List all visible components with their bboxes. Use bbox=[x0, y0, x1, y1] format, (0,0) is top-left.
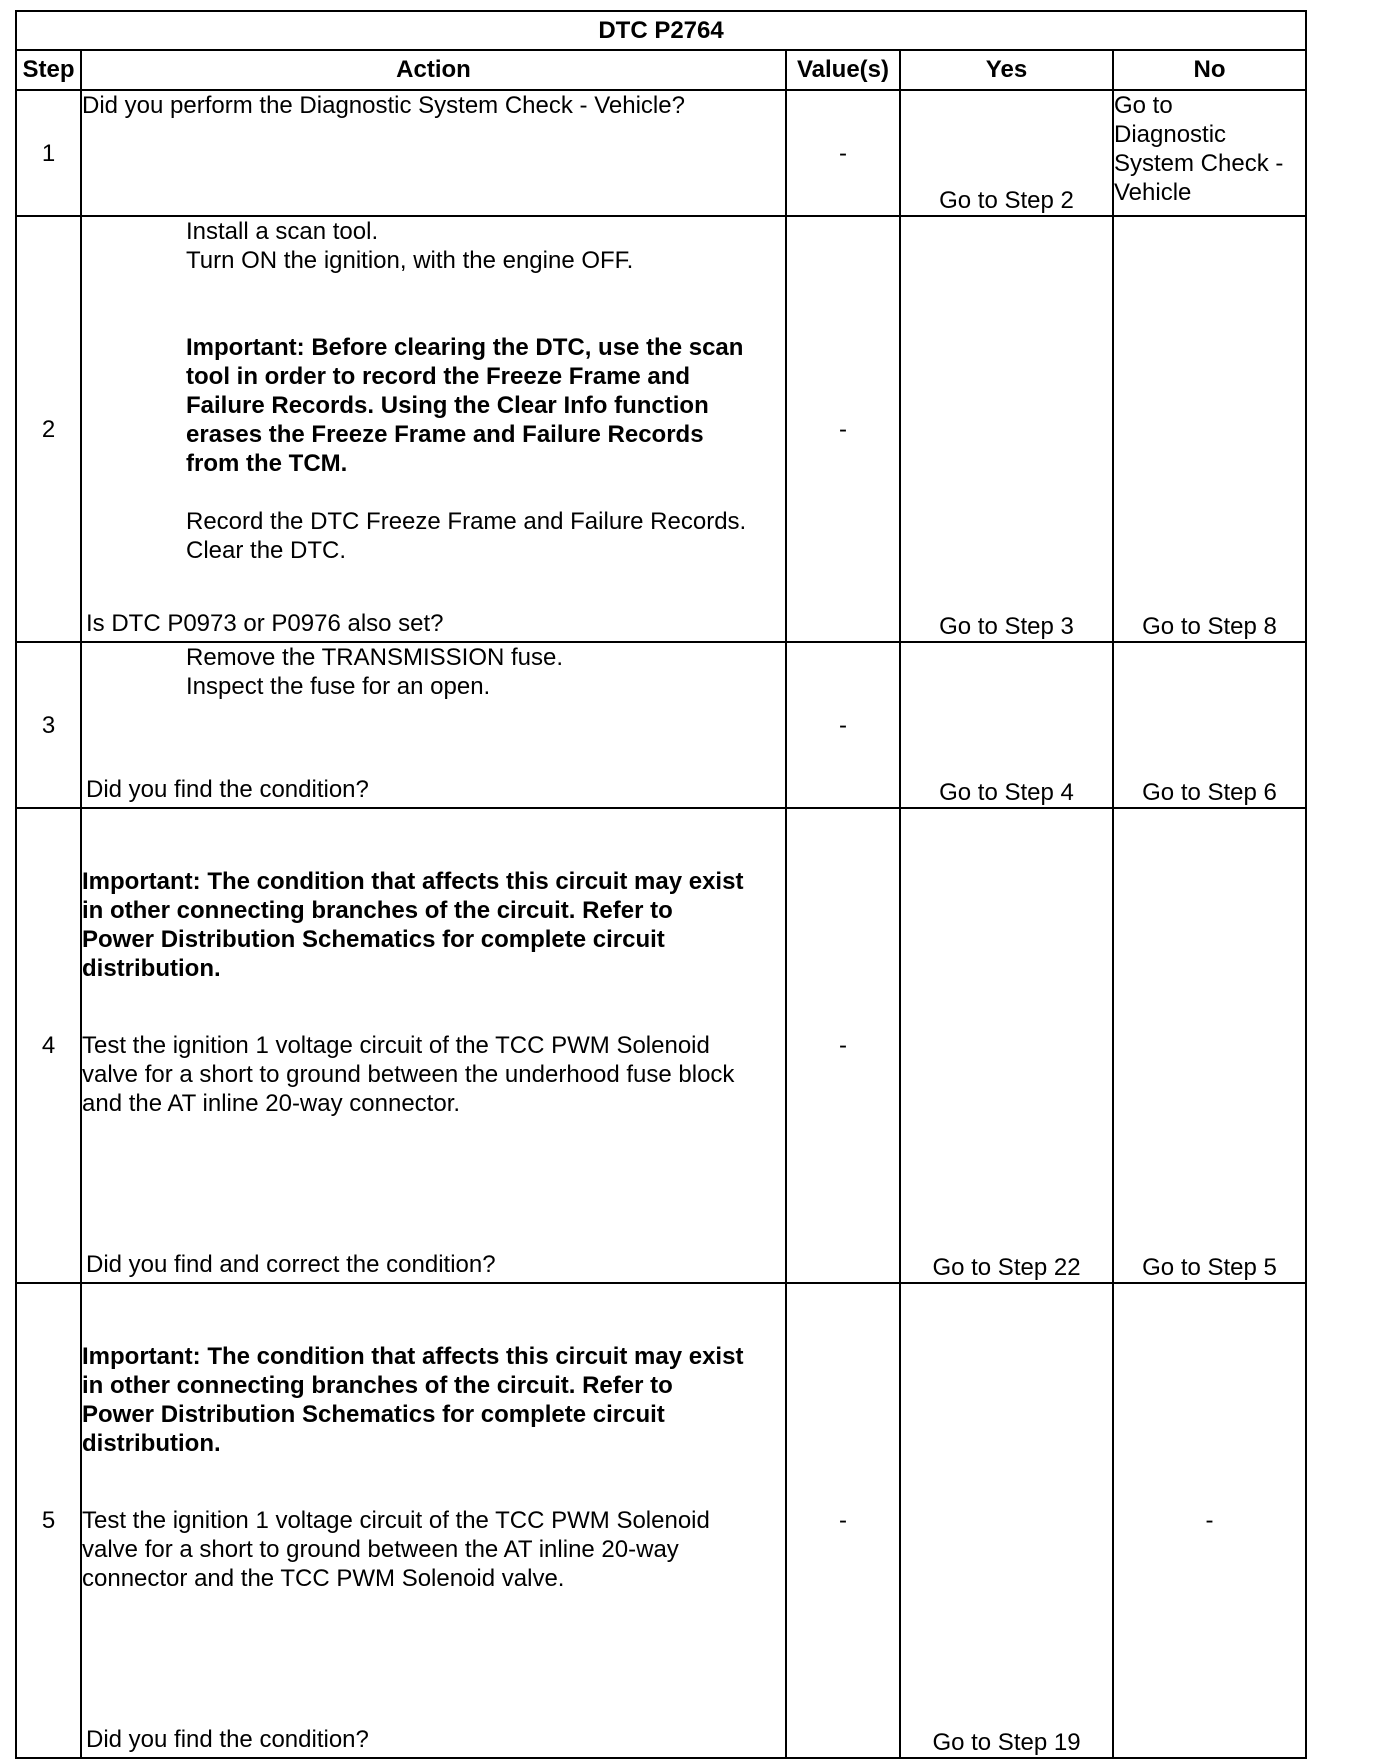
question-text: Did you perform the Diagnostic System Check - Vehicle? bbox=[82, 92, 685, 119]
table-row bbox=[16, 90, 1306, 216]
no-cell: Go to Step 5 bbox=[1113, 808, 1306, 1283]
step-number: 1 bbox=[16, 90, 81, 216]
question-text: Did you find the condition? bbox=[86, 1726, 369, 1753]
important-line: from the TCM. bbox=[186, 450, 348, 477]
test-instruction bbox=[82, 1506, 785, 1593]
no-line: System Check - bbox=[1114, 150, 1284, 177]
value-cell: - bbox=[786, 1283, 900, 1758]
header-action: Action bbox=[81, 50, 786, 90]
no-cell: Go to Step 6 bbox=[1113, 642, 1306, 808]
action-cell bbox=[81, 216, 786, 642]
instruction-line: Record the DTC Freeze Frame and Failure Records. bbox=[186, 508, 747, 535]
header-no: No bbox=[1113, 50, 1306, 90]
action-cell bbox=[81, 1283, 786, 1758]
action-cell bbox=[81, 808, 786, 1283]
important-line: Power Distribution Schematics for complete circuit bbox=[82, 926, 665, 953]
important-note bbox=[82, 333, 785, 478]
no-line: Go to bbox=[1114, 92, 1173, 119]
important-line: erases the Freeze Frame and Failure Records bbox=[186, 421, 704, 448]
important-line: Important: The condition that affects this circuit may exist bbox=[82, 868, 744, 895]
header-step: Step bbox=[16, 50, 81, 90]
value-cell: - bbox=[786, 642, 900, 808]
dtc-table bbox=[15, 10, 1307, 1759]
no-cell bbox=[1113, 90, 1306, 216]
table-row bbox=[16, 1283, 1306, 1758]
instruction-line: Clear the DTC. bbox=[186, 537, 347, 564]
test-line: valve for a short to ground between the underhood fuse block bbox=[82, 1061, 735, 1088]
test-line: Test the ignition 1 voltage circuit of the TCC PWM Solenoid bbox=[82, 1507, 710, 1534]
no-line: Vehicle bbox=[1114, 179, 1192, 206]
question-text: Did you find the condition? bbox=[86, 776, 369, 803]
important-note bbox=[82, 1342, 785, 1458]
step-number: 3 bbox=[16, 642, 81, 808]
question-text: Is DTC P0973 or P0976 also set? bbox=[86, 610, 444, 637]
value-cell: - bbox=[786, 216, 900, 642]
action-cell bbox=[81, 642, 786, 808]
step-number: 5 bbox=[16, 1283, 81, 1758]
important-line: Important: Before clearing the DTC, use the scan bbox=[186, 334, 744, 361]
instruction-line: Inspect the fuse for an open. bbox=[186, 673, 491, 700]
header-values: Value(s) bbox=[786, 50, 900, 90]
important-line: Power Distribution Schematics for complete circuit bbox=[82, 1401, 665, 1428]
no-cell: - bbox=[1113, 1283, 1306, 1758]
important-note bbox=[82, 867, 785, 983]
table-row bbox=[16, 808, 1306, 1283]
yes-cell: Go to Step 19 bbox=[900, 1283, 1113, 1758]
yes-cell: Go to Step 3 bbox=[900, 216, 1113, 642]
test-line: and the AT inline 20-way connector. bbox=[82, 1090, 461, 1117]
important-line: Important: The condition that affects this circuit may exist bbox=[82, 1343, 744, 1370]
table-row bbox=[16, 642, 1306, 808]
instruction-line: Turn ON the ignition, with the engine OFF. bbox=[186, 247, 634, 274]
no-cell: Go to Step 8 bbox=[1113, 216, 1306, 642]
important-line: in other connecting branches of the circuit. Refer to bbox=[82, 897, 673, 924]
yes-cell: Go to Step 22 bbox=[900, 808, 1113, 1283]
table-title: DTC P2764 bbox=[16, 11, 1306, 50]
yes-cell: Go to Step 2 bbox=[900, 90, 1113, 216]
yes-cell: Go to Step 4 bbox=[900, 642, 1113, 808]
important-line: distribution. bbox=[82, 1430, 221, 1457]
table-row bbox=[16, 216, 1306, 642]
value-cell: - bbox=[786, 808, 900, 1283]
instruction-line: Remove the TRANSMISSION fuse. bbox=[186, 644, 564, 671]
header-yes: Yes bbox=[900, 50, 1113, 90]
action-cell bbox=[81, 90, 786, 216]
important-line: in other connecting branches of the circuit. Refer to bbox=[82, 1372, 673, 1399]
test-line: valve for a short to ground between the AT inline 20-way bbox=[82, 1536, 679, 1563]
no-line: Diagnostic bbox=[1114, 121, 1227, 148]
important-line: distribution. bbox=[82, 955, 221, 982]
question-text: Did you find and correct the condition? bbox=[86, 1251, 496, 1278]
step-number: 2 bbox=[16, 216, 81, 642]
header-row bbox=[16, 50, 1306, 90]
test-instruction bbox=[82, 1031, 785, 1118]
value-cell: - bbox=[786, 90, 900, 216]
test-line: connector and the TCC PWM Solenoid valve. bbox=[82, 1565, 565, 1592]
important-line: Failure Records. Using the Clear Info function bbox=[186, 392, 709, 419]
step-number: 4 bbox=[16, 808, 81, 1283]
test-line: Test the ignition 1 voltage circuit of the TCC PWM Solenoid bbox=[82, 1032, 710, 1059]
important-line: tool in order to record the Freeze Frame and bbox=[186, 363, 691, 390]
instruction-line: Install a scan tool. bbox=[186, 218, 379, 245]
